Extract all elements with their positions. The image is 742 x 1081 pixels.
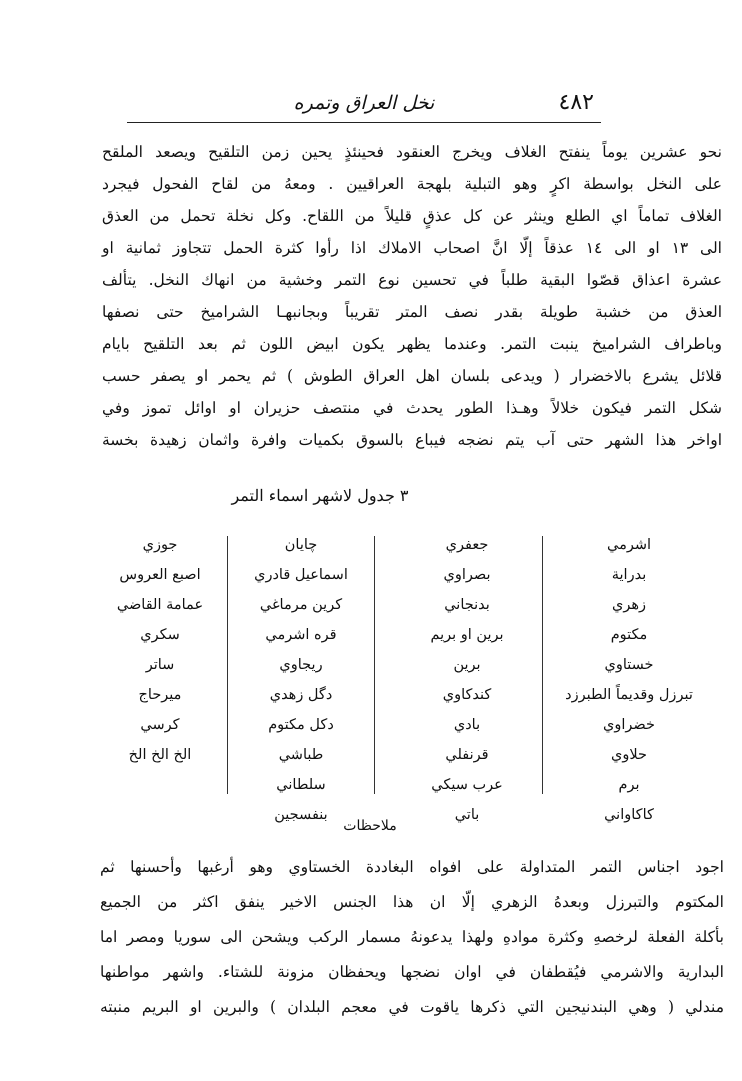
text-line: عشرة اعذاق قصّوا البقية طلباً في تحسين نوع التمر وخشية من انهاك النخل. يتألف: [102, 271, 722, 289]
table-cell: زهري: [612, 597, 646, 613]
table-cell: دگل زهدي: [269, 687, 333, 703]
table-cell: خضراوي: [603, 717, 655, 733]
table-cell: طباشي: [278, 747, 324, 763]
table-cell: باتي: [454, 807, 480, 823]
table-cell: اسماعيل قادري: [254, 567, 348, 583]
table-column-3: [235, 530, 367, 830]
text-line: البدارية والاشرمي فيُقطفان في اوان نضجها ويحفظان مزونة للشتاء. واشهر مواطنها: [100, 963, 724, 981]
text-line: الى ١٣ او الى ١٤ عذقاً إلّا انَّ اصحاب الاملاك اذا رأوا كثرة الحمل تتجاوز ثمانية او: [102, 239, 722, 257]
table-cell: تبرزل وقديماً الطبرزد: [565, 687, 693, 703]
page-number: ٤٨٢: [558, 90, 594, 115]
table-cell: دكل مكتوم: [268, 717, 334, 733]
date-names-table: [95, 530, 695, 823]
running-title: نخل العراق وتمره: [293, 92, 435, 114]
table-cell: اصبع العروس: [119, 567, 201, 583]
table-cell: بدنجاني: [444, 597, 490, 613]
table-cell: عرب سيكي: [431, 777, 503, 793]
text-line: مندلي ( وهي البندنيجين التي ذكرها ياقوت في معجم البلدان ) والبرين او البريم منبته: [100, 998, 724, 1016]
table-cell: ميرحاج: [138, 687, 182, 703]
table-cell: بصراوي: [443, 567, 491, 583]
page-header: [128, 88, 600, 120]
column-divider: [374, 536, 375, 794]
paragraph-notes: [100, 850, 724, 1025]
table-cell: كرين مرماغي: [259, 597, 343, 613]
table-cell: خستاوي: [604, 657, 654, 673]
text-line: وباطراف الشراميخ ينبت التمر. وعندما يظهر يكون ابيض اللون ثم بعد التلقيح بايام: [102, 335, 722, 353]
table-cell: قره اشرمي: [265, 627, 337, 643]
table-cell: قرنفلي: [445, 747, 489, 763]
text-line: اواخر هذا الشهر حتى آب يتم نضجه فيباع بالسوق بكميات وافرة واثمان زهيدة بخسة: [102, 431, 722, 449]
table-cell: چايان: [284, 537, 318, 553]
table-cell: سكري: [140, 627, 180, 643]
table-cell: مكتوم: [610, 627, 648, 643]
table-cell: برم: [618, 777, 640, 793]
text-line: قلائل يشرع بالاخضرار ( ويدعى بلسان اهل العراق الطوش ) ثم يحمر او يصفر حسب: [102, 367, 722, 385]
table-cell: اشرمي: [606, 537, 652, 553]
text-line: العذق من خشبة طويلة بقدر نصف المتر تقريباً وبجانبهـا الشراميخ حتى نصفها: [102, 303, 722, 321]
table-cell: كندكاوي: [442, 687, 492, 703]
text-line: بأكلة الفعلة لرخصهِ وكثرة موادهِ ولهذا يدعونهُ مسمار الركب ويشحن الى سوريا ومصر اما: [100, 928, 724, 946]
table-cell: بدراية: [611, 567, 647, 583]
table-cell: برين: [453, 657, 481, 673]
table-column-4: [100, 530, 220, 770]
notes-title: ملاحظات: [343, 818, 397, 834]
text-line: المكتوم والتبرزل وبعدهُ الزهري إلّا ان هذا الجنس الاخير ينفق اكثر من الجميع: [100, 893, 724, 911]
table-cell: كرسي: [140, 717, 180, 733]
table-cell: حلاوي: [611, 747, 647, 763]
text-line: نحو عشرين يوماً ينفتح الغلاف ويخرج العنقود فحينئذٍ يحين زمن التلقيح ويصعد الملقح: [102, 143, 722, 161]
column-divider: [227, 536, 228, 794]
table-cell: برين او بريم: [430, 627, 504, 643]
table-cell: بنفسجين: [274, 807, 328, 823]
table-cell: كاكاواني: [604, 807, 654, 823]
table-cell: بادي: [453, 717, 481, 733]
table-column-1: [563, 530, 695, 830]
table-cell: جعفري: [445, 537, 489, 553]
text-line: اجود اجناس التمر المتداولة على افواه البغاددة الخستاوي وهو أرغبها وأحسنها ثم: [100, 858, 724, 876]
header-rule: [127, 122, 601, 123]
table-cell: ساتر: [145, 657, 175, 673]
table-cell: جوزي: [142, 537, 178, 553]
table-column-2: [401, 530, 533, 830]
table-cell: سلطاني: [276, 777, 326, 793]
text-line: الغلاف تماماً اي الطلع وينثر عن كل عذقٍ قليلاً من اللقاح. وكل نخلة تحمل من العذق: [102, 207, 722, 225]
text-line: شكل التمر فيكون خلالاً وهـذا الطور يحدث في منتصف حزيران او اوائل تموز وفي: [102, 399, 722, 417]
text-line: على النخل بواسطة اكرٍ وهو التبلية بلهجة العراقيين . ومعهُ من لقاح الفحول فيجرد: [102, 175, 722, 193]
table-cell: ريجاوي: [279, 657, 323, 673]
table-cell: عمامة القاضي: [116, 597, 204, 613]
table-caption: ٣ جدول لاشهر اسماء التمر: [231, 486, 409, 505]
table-cell: الخ الخ الخ: [128, 747, 192, 763]
column-divider: [542, 536, 543, 794]
paragraph-top: [102, 136, 722, 456]
